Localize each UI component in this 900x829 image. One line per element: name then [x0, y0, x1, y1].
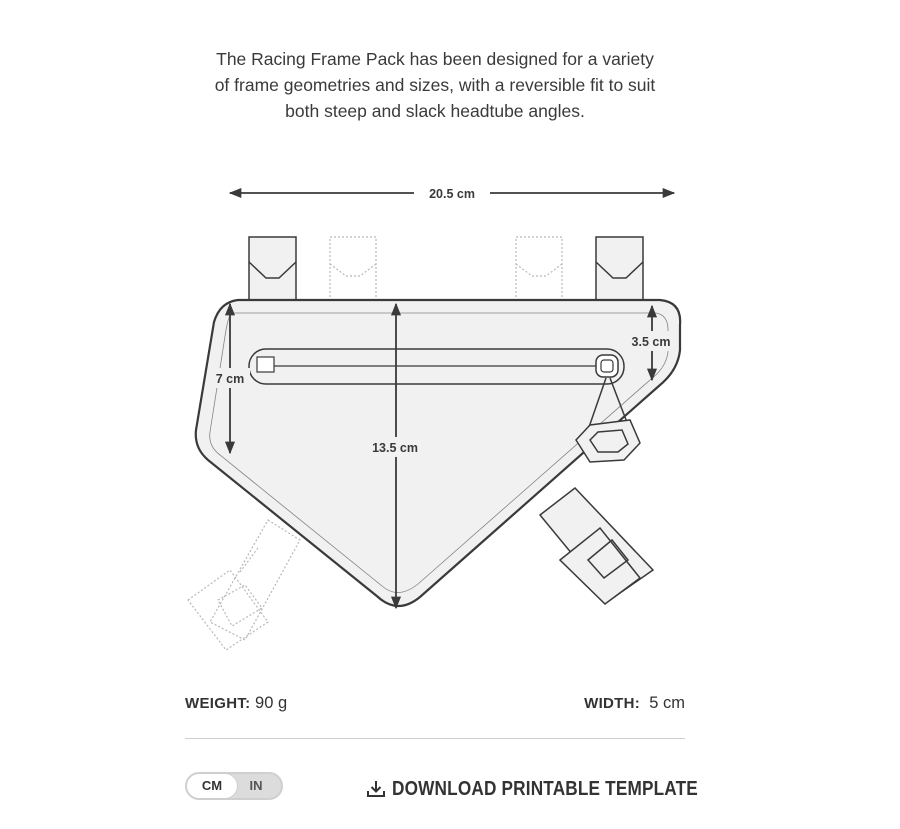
weight-spec [185, 694, 287, 713]
intro-line-2: of frame geometries and sizes, with a reversible fit to suit [214, 75, 656, 95]
intro-line-1: The Racing Frame Pack has been designed for a variety [216, 49, 654, 69]
units-cm-option[interactable]: CM [187, 774, 237, 798]
download-template-link[interactable] [366, 776, 748, 802]
units-toggle[interactable] [185, 772, 283, 800]
length-label: 20.5 cm [429, 187, 475, 201]
lower-right-strap [540, 488, 653, 604]
ghost-lower-strap [188, 520, 300, 650]
width-value: 5 cm [649, 694, 685, 712]
ghost-top-straps [330, 237, 562, 301]
top-straps [249, 237, 643, 301]
download-label: DOWNLOAD PRINTABLE TEMPLATE [392, 777, 698, 800]
intro-line-3: both steep and slack headtube angles. [285, 101, 585, 121]
center-height-label: 13.5 cm [372, 441, 418, 455]
weight-value: 90 g [255, 694, 288, 712]
length-dimension [230, 187, 674, 201]
download-icon [366, 779, 386, 799]
front-height-label: 7 cm [215, 372, 245, 386]
divider [185, 738, 685, 739]
rear-height-label: 3.5 cm [631, 335, 671, 349]
width-label: WIDTH: [584, 695, 641, 712]
weight-label: WEIGHT: [185, 695, 251, 712]
units-in-option[interactable]: IN [249, 778, 263, 793]
width-spec [584, 694, 685, 713]
